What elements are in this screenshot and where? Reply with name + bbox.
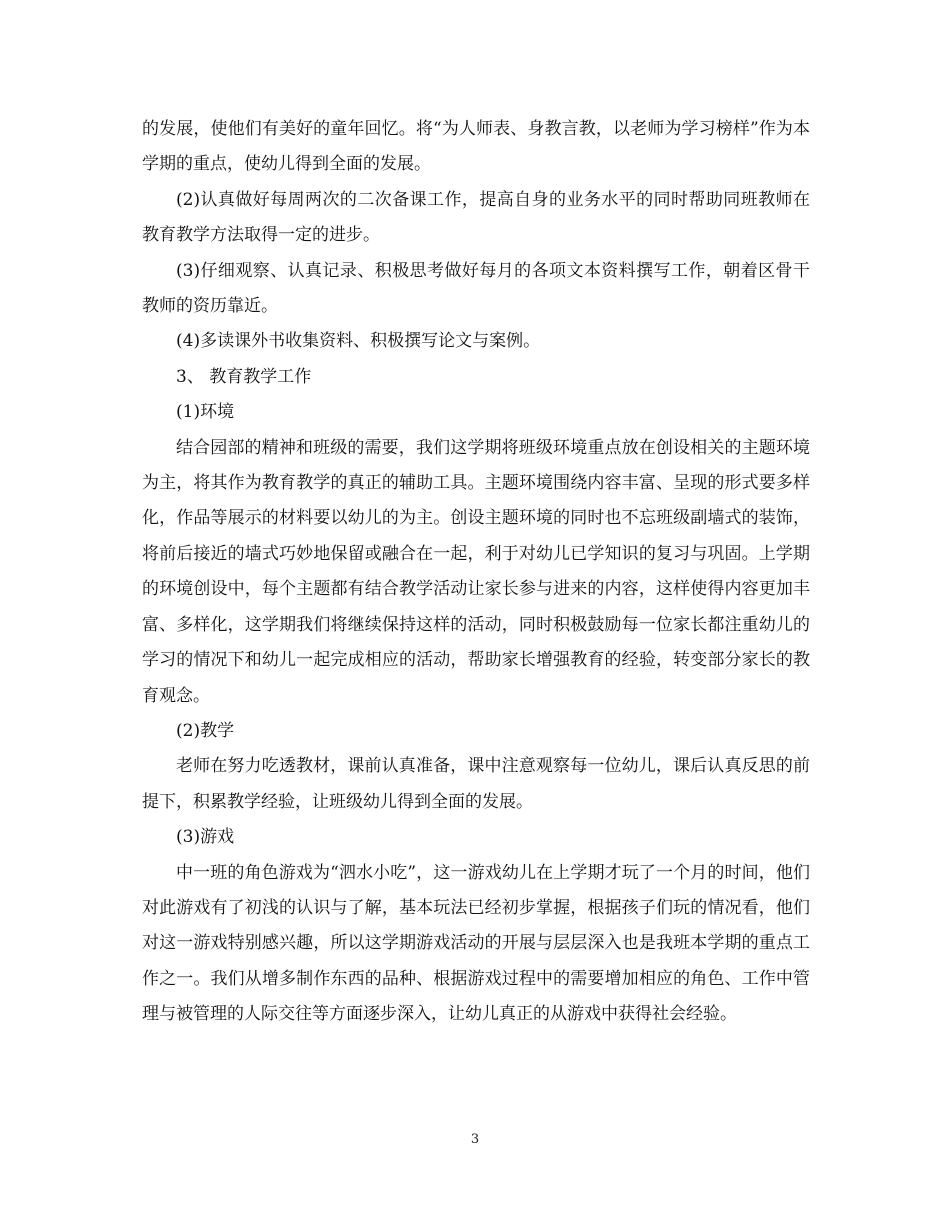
subheading-teaching: (2)教学 <box>176 720 235 741</box>
subheading-environment: (1)环境 <box>176 402 235 423</box>
paragraph-continuation: 的发展，使他们有美好的童年回忆。将“为人师表、身教言教，以老师为学习榜样”作为本学期的重点，使幼儿得到全面的发展。 <box>142 119 810 175</box>
subheading-games: (3)游戏 <box>176 827 235 848</box>
document-body <box>142 112 810 1033</box>
page-number: 3 <box>470 1132 480 1147</box>
paragraph-item-4: (4)多读课外书收集资料、积极撰写论文与案例。 <box>176 331 541 352</box>
paragraph-games: 中一班的角色游戏为“泗水小吃”，这一游戏幼儿在上学期才玩了一个月的时间，他们对此游戏有了初浅的认识与了解，基本玩法已经初步掌握，根据孩子们玩的情况看，他们对这一游戏特别感兴趣，所以这学期游戏活动的开展与层层深入也是我班本学期的重点工作之一。我们从增多制作东西的品种、根据游戏过程中的需要增加相应的角色、工作中管理与被管理的人际交往等方面逐步深入，让幼儿真正的从游戏中获得社会经验。 <box>142 862 810 1025</box>
paragraph-teaching: 老师在努力吃透教材，课前认真准备，课中注意观察每一位幼儿，课后认真反思的前提下，积累教学经验，让班级幼儿得到全面的发展。 <box>142 756 810 812</box>
section-heading-teaching-work: 3、 教育教学工作 <box>176 366 312 387</box>
paragraph-environment: 结合园部的精神和班级的需要，我们这学期将班级环境重点放在创设相关的主题环境为主，将其作为教育教学的真正的辅助工具。主题环境围绕内容丰富、呈现的形式要多样化，作品等展示的材料要以幼儿的为主。创设主题环境的同时也不忘班级副墙式的装饰，将前后接近的墙式巧妙地保留或融合在一起，利于对幼儿已学知识的复习与巩固。上学期的环境创设中，每个主题都有结合教学活动让家长参与进来的内容，这样使得内容更加丰富、多样化，这学期我们将继续保持这样的活动，同时积极鼓励每一位家长都注重幼儿的学习的情况下和幼儿一起完成相应的活动，帮助家长增强教育的经验，转变部分家长的教育观念。 <box>142 437 810 706</box>
paragraph-item-3: (3)仔细观察、认真记录、积极思考做好每月的各项文本资料撰写工作，朝着区骨干教师的资历靠近。 <box>142 260 810 317</box>
paragraph-item-2: (2)认真做好每周两次的二次备课工作，提高自身的业务水平的同时帮助同班教师在教育教学方法取得一定的进步。 <box>142 189 810 246</box>
